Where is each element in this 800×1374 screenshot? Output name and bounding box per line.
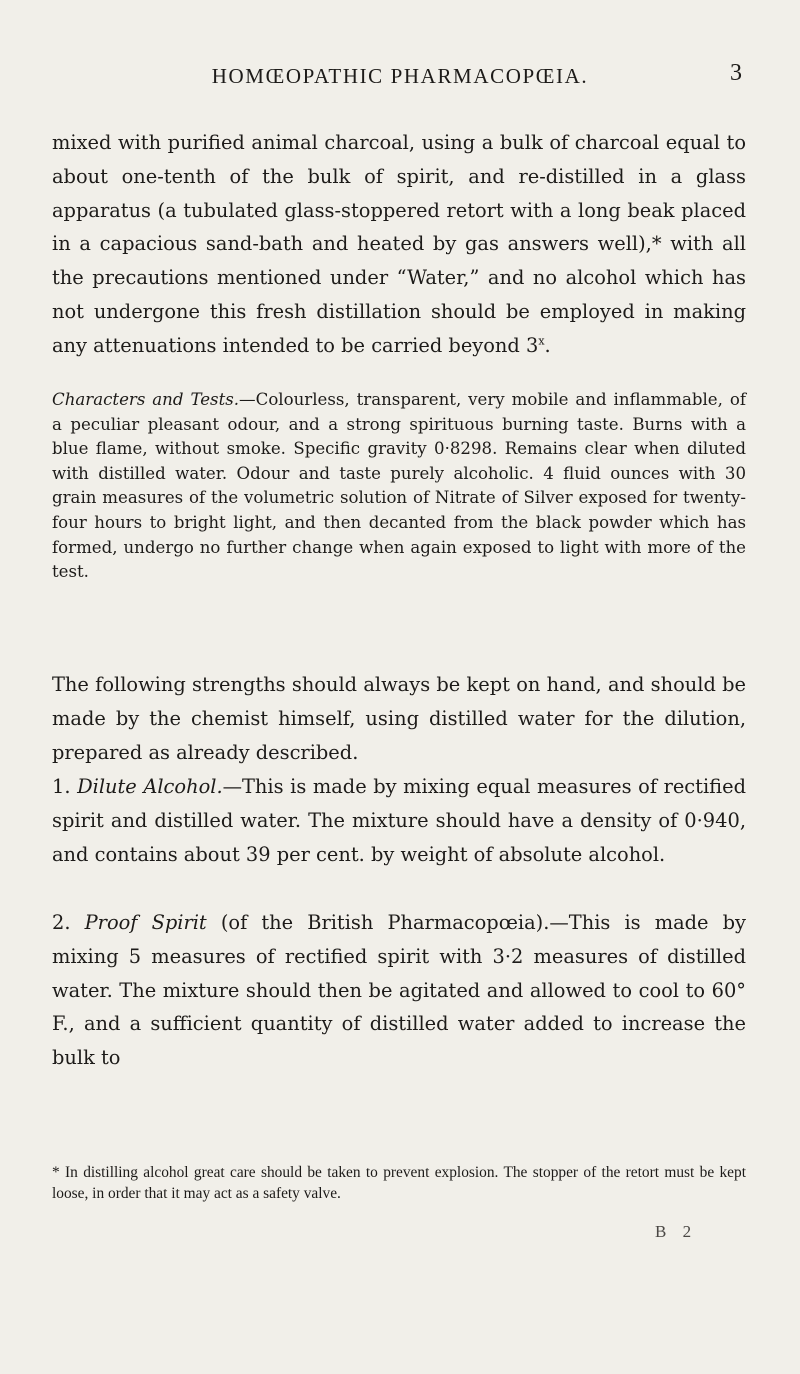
item-2-text: (of the British Pharmacopœia).—This is made by mixing 5 measures of rectified spirit with 3·2 measures of distilled water. The mixture should then be agitated and allowed to cool to 60° F., and a sufficient quantity of distilled water added to increase the bulk to	[52, 911, 746, 1070]
item-2-name: Proof Spirit	[84, 911, 207, 934]
characters-text: —Colourless, transparent, very mobile and inflammable, of a peculiar pleasant odour, and a strong spirituous burning taste. Burns with a blue flame, without smoke. Specific gravity 0·8298. Remains clear when diluted with distilled water. Odour and taste purely alcoholic. 4 fluid ounces with 30 grain measures of the volumetric solution of Nitrate of Silver exposed for twenty-four hours to bright light, and then decanted from the black powder which has formed, undergo no further change when again exposed to light with more of the test.	[52, 390, 746, 582]
paragraph-strengths-intro	[52, 668, 746, 769]
item-1-number: 1.	[52, 775, 71, 798]
paragraph-redistillation-text: mixed with purified animal charcoal, using a bulk of charcoal equal to about one-tenth of the bulk of spirit, and re-distilled in a glass apparatus (a tubulated glass-stoppered retort with a long beak placed in a capacious sand-bath and heated by gas answers well),* with all the precautions mentioned under “Water,” and no alcohol which has not undergone this fresh distillation should be employed in making any attenuations intended to be carried beyond 3	[52, 131, 746, 357]
attenuation-superscript: x	[538, 334, 545, 348]
item-1-name: Dilute Alcohol.	[77, 775, 223, 798]
page-number: 3	[730, 60, 742, 86]
running-head	[54, 60, 746, 94]
paragraph-redistillation	[52, 126, 746, 363]
paragraph-proof-spirit	[52, 906, 746, 1075]
paragraph-dilute-alcohol	[52, 770, 746, 871]
item-2-number: 2.	[52, 911, 71, 934]
item-1-text: —This is made by mixing equal measures of rectified spirit and distilled water. The mixture should have a density of 0·940, and contains about 39 per cent. by weight of absolute alcohol.	[52, 775, 746, 866]
characters-heading: Characters and Tests.	[52, 390, 240, 409]
signature-mark: B 2	[655, 1222, 698, 1241]
running-title: HOMŒOPATHIC PHARMACOPŒIA.	[211, 64, 589, 88]
strengths-intro-text: The following strengths should always be kept on hand, and should be made by the chemist himself, using distilled water for the dilution, prepared as already described.	[52, 673, 746, 764]
footnote: * In distilling alcohol great care should be taken to prevent explosion. The stopper of the retort must be kept loose, in order that it may act as a safety valve.	[52, 1164, 746, 1203]
paragraph-characters-tests	[52, 388, 746, 585]
paragraph-redistillation-end: .	[544, 333, 551, 357]
